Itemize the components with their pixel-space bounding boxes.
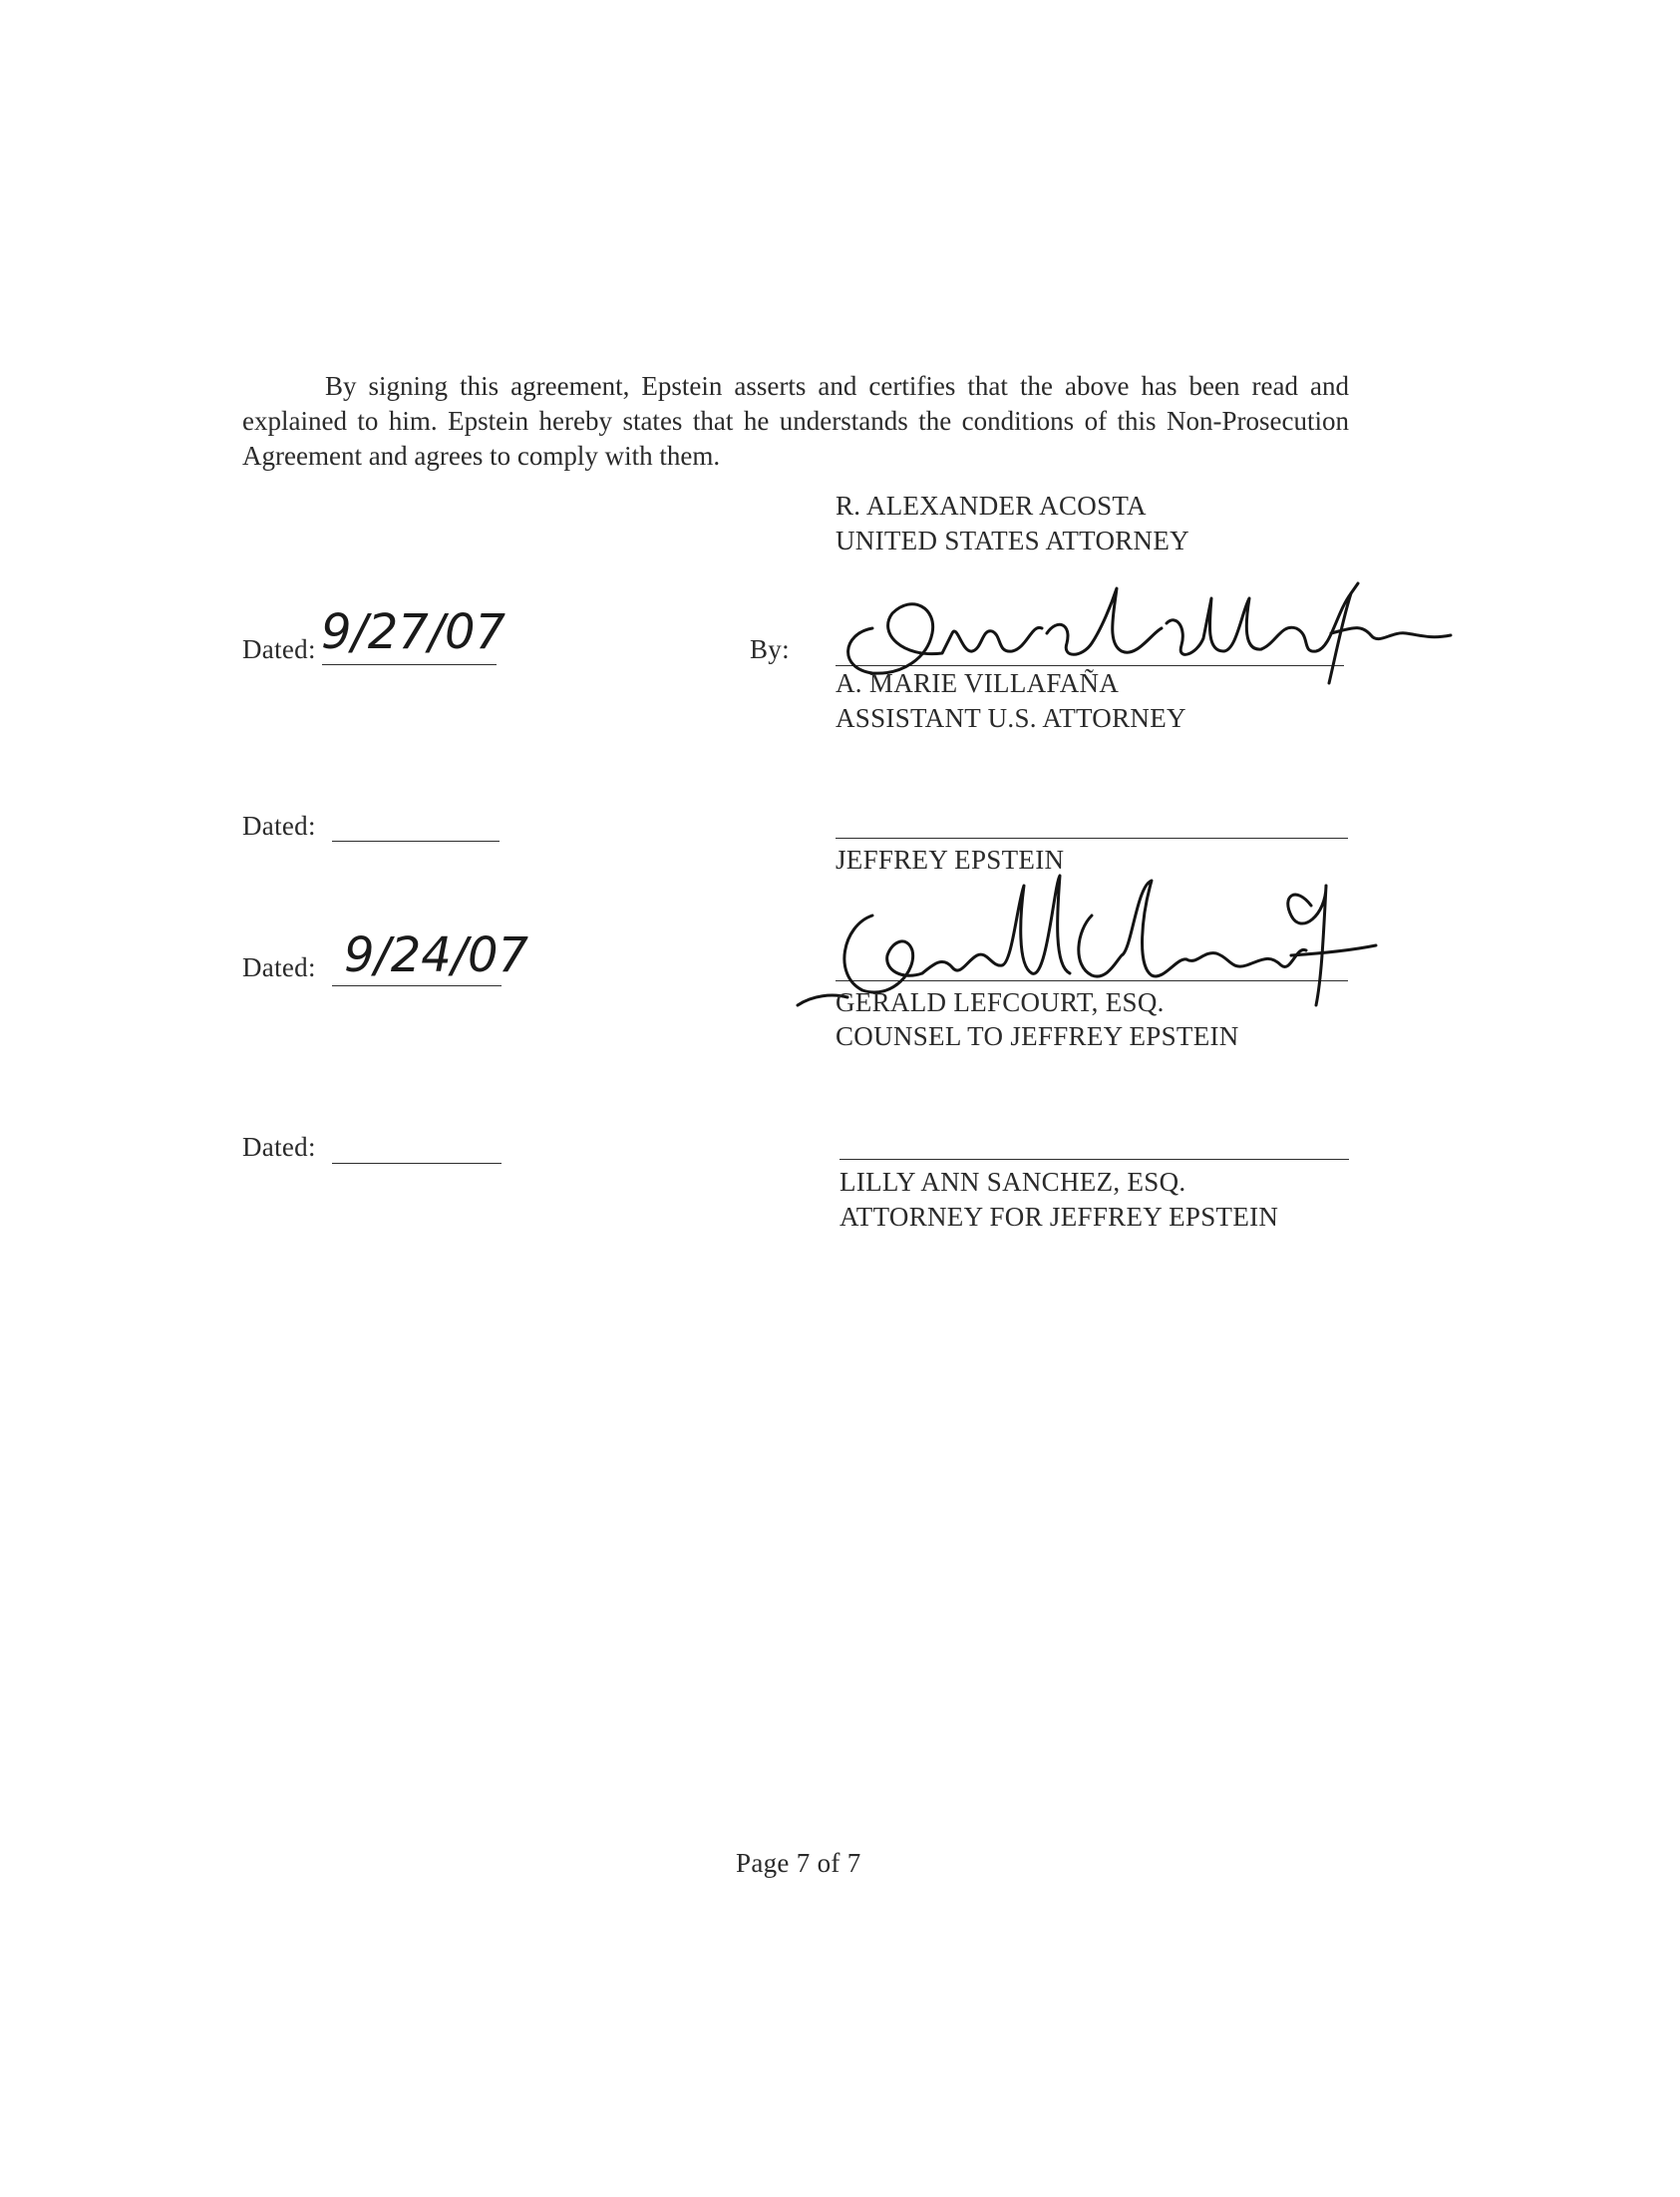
us-attorney-title: UNITED STATES ATTORNEY — [836, 526, 1189, 555]
us-attorney-name: R. ALEXANDER ACOSTA — [836, 491, 1147, 521]
signature-line-4 — [840, 1159, 1349, 1160]
epstein-name: JEFFREY EPSTEIN — [836, 845, 1065, 875]
dated-label-3: Dated: — [242, 952, 316, 982]
page-number: Page 7 of 7 — [736, 1848, 861, 1878]
date-line-4 — [332, 1163, 502, 1164]
handwritten-date-3: 9/24/07 — [344, 927, 529, 983]
dated-label-4: Dated: — [242, 1132, 316, 1162]
villafana-name: A. MARIE VILLAFAÑA — [836, 668, 1120, 698]
sanchez-name: LILLY ANN SANCHEZ, ESQ. — [840, 1167, 1186, 1197]
lefcourt-name: GERALD LEFCOURT, ESQ. — [836, 987, 1165, 1017]
signature-line-2 — [836, 838, 1348, 839]
dated-label-2: Dated: — [242, 811, 316, 841]
date-line-3 — [332, 985, 502, 986]
sanchez-title: ATTORNEY FOR JEFFREY EPSTEIN — [840, 1202, 1279, 1232]
date-line-2 — [332, 841, 500, 842]
by-label: By: — [750, 634, 790, 664]
certification-paragraph: By signing this agreement, Epstein asserts and certifies that the above has been read and explained to him. Epstein hereby states that he understands the conditions of this Non-Prosecution Agreement and agrees to comply with them. — [242, 371, 1349, 471]
handwritten-date-1: 9/27/07 — [321, 604, 506, 660]
date-line-1 — [322, 664, 497, 665]
dated-label-1: Dated: — [242, 634, 316, 664]
villafana-title: ASSISTANT U.S. ATTORNEY — [836, 703, 1186, 733]
lefcourt-title: COUNSEL TO JEFFREY EPSTEIN — [836, 1021, 1239, 1051]
